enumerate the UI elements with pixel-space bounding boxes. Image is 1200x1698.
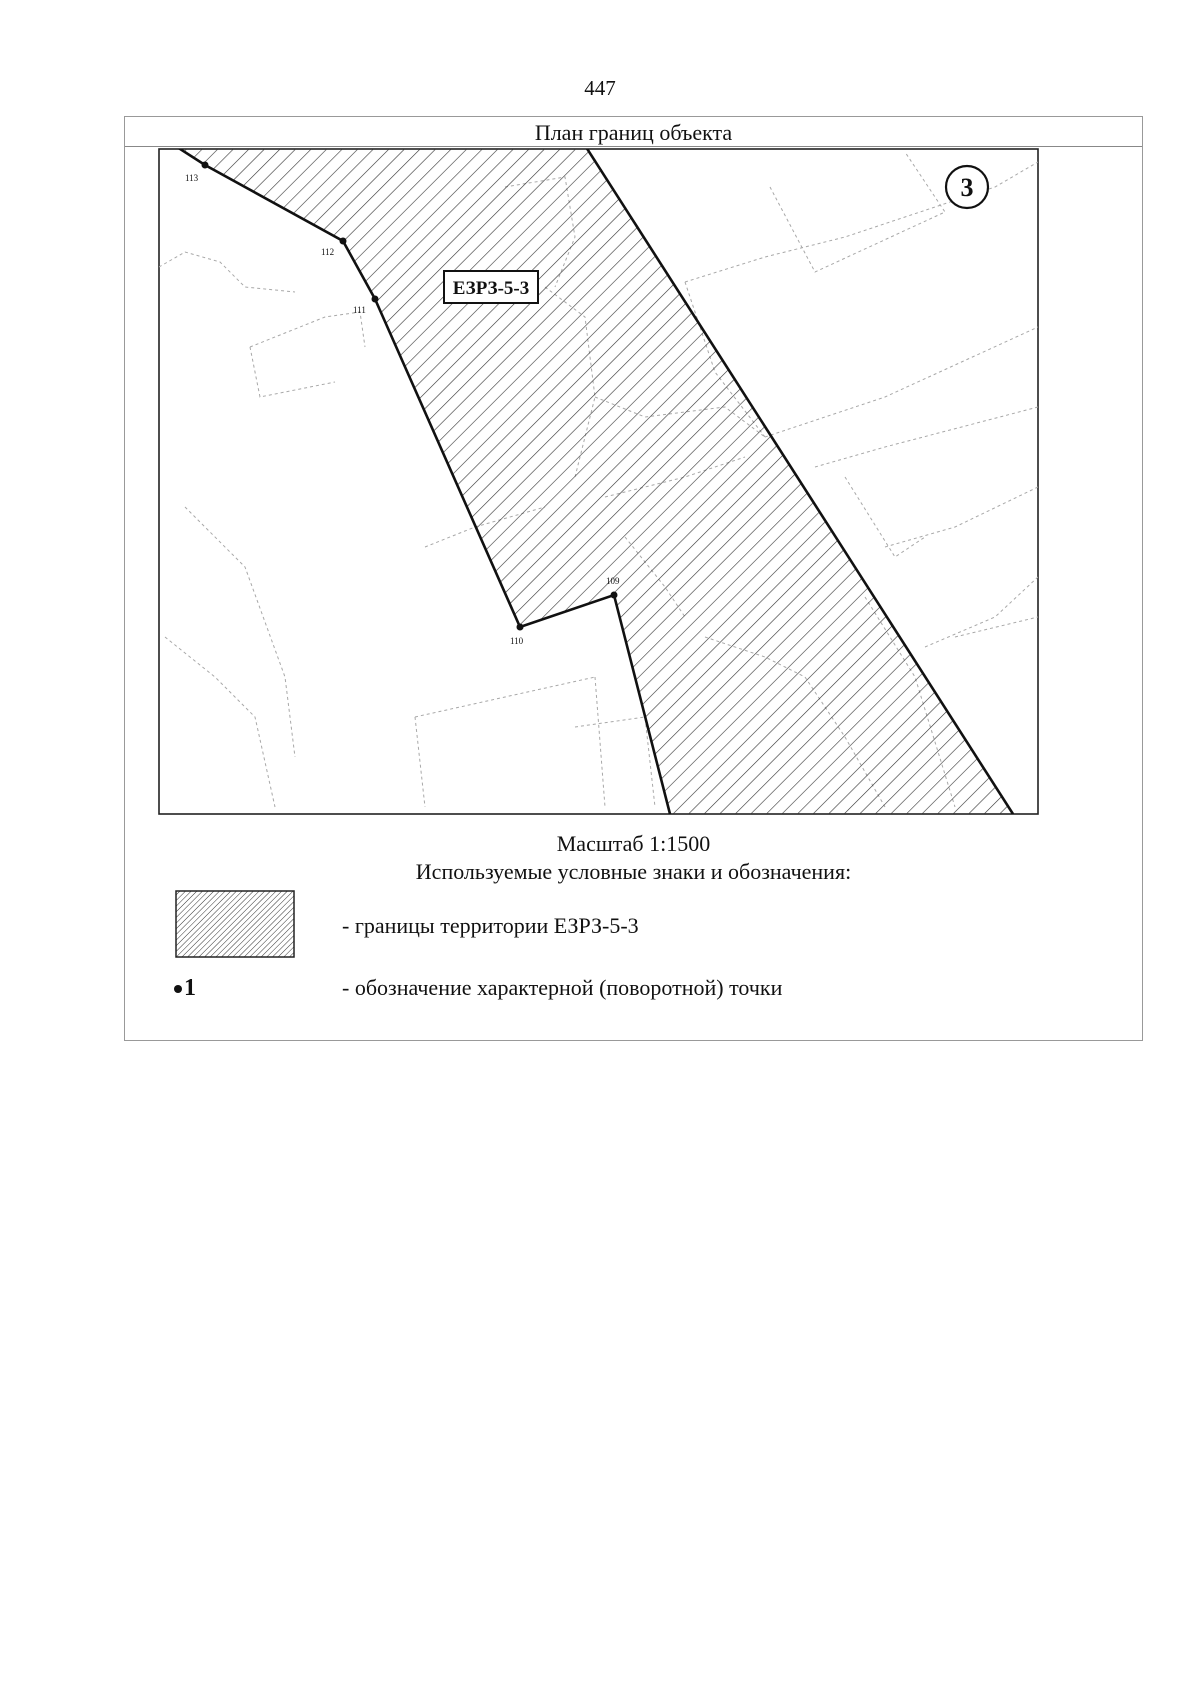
legend-label-point: - обозначение характерной (поворотной) точки — [342, 975, 783, 1000]
sheet-marker-number: 3 — [960, 173, 974, 202]
point-112-marker — [340, 238, 347, 245]
legend-point-number: 1 — [184, 975, 196, 1001]
legend-title: Используемые условные знаки и обозначения: — [415, 859, 852, 884]
point-109-marker — [611, 592, 618, 599]
scale-label: Масштаб 1:1500 — [556, 831, 711, 856]
point-110-label: 110 — [510, 636, 524, 646]
point-dot-icon — [174, 985, 182, 993]
point-113-marker — [202, 162, 209, 169]
zone-label: ЕЗРЗ-5-3 — [452, 278, 530, 299]
point-110-marker — [517, 624, 524, 631]
plan-title: План границ объекта — [534, 120, 733, 145]
point-111-marker — [372, 296, 379, 303]
legend-label-zone: - границы территории ЕЗРЗ-5-3 — [342, 913, 639, 938]
legend-hatch-swatch — [175, 890, 295, 958]
legend-point-symbol — [174, 975, 196, 1001]
point-112-label: 112 — [321, 247, 335, 257]
plan-frame — [124, 116, 1143, 1041]
point-109-label: 109 — [606, 576, 620, 586]
point-113-label: 113 — [185, 173, 199, 183]
page-number: 447 — [584, 76, 616, 100]
point-111-label: 111 — [353, 305, 366, 315]
boundary-map — [125, 117, 1141, 827]
